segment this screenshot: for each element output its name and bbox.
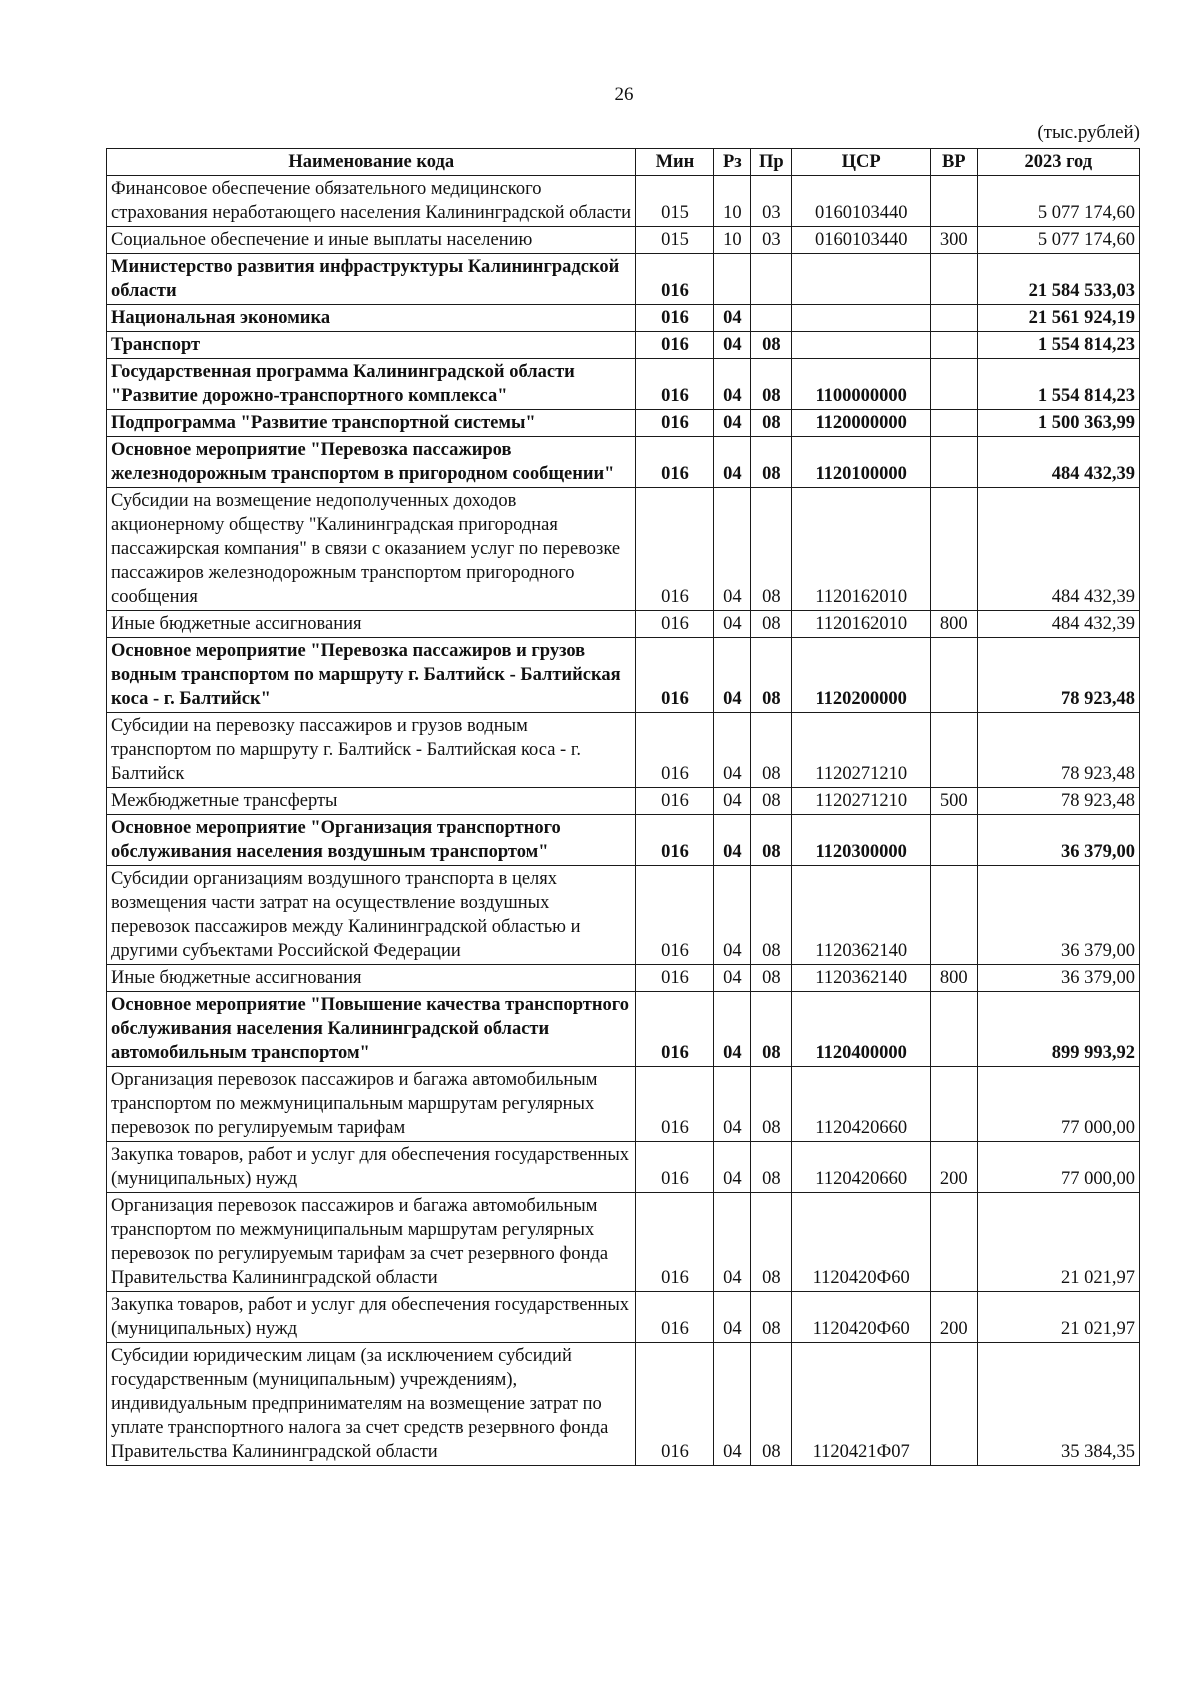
row-vr (930, 638, 977, 713)
row-vr: 200 (930, 1142, 977, 1193)
row-csr: 1120421Ф07 (792, 1343, 931, 1466)
row-name: Организация перевозок пассажиров и багажа автомобильным транспортом по межмуниципальным маршрутам регулярных перевозок по регулируемым тарифам (107, 1067, 636, 1142)
table-row (107, 1292, 1140, 1343)
table-row (107, 332, 1140, 359)
row-min: 016 (636, 332, 714, 359)
row-vr: 800 (930, 965, 977, 992)
row-amount: 21 561 924,19 (977, 305, 1139, 332)
row-pr: 08 (751, 713, 792, 788)
row-vr: 800 (930, 611, 977, 638)
row-pr: 08 (751, 1067, 792, 1142)
row-min: 016 (636, 992, 714, 1067)
row-vr (930, 1067, 977, 1142)
header-name: Наименование кода (107, 149, 636, 176)
row-amount: 484 432,39 (977, 437, 1139, 488)
table-row (107, 638, 1140, 713)
row-pr: 08 (751, 359, 792, 410)
row-rz: 04 (714, 638, 751, 713)
row-pr: 08 (751, 611, 792, 638)
row-amount: 78 923,48 (977, 713, 1139, 788)
row-csr: 1100000000 (792, 359, 931, 410)
row-vr (930, 866, 977, 965)
row-csr: 1120162010 (792, 611, 931, 638)
row-name: Финансовое обеспечение обязательного медицинского страхования неработающего населения Калининградской области (107, 176, 636, 227)
table-row (107, 305, 1140, 332)
row-vr (930, 713, 977, 788)
row-vr: 300 (930, 227, 977, 254)
row-name: Субсидии на возмещение недополученных доходов акционерному обществу "Калининградская пригородная пассажирская компания" в связи с оказанием услуг по перевозке пассажиров железнодорожным транспортом пригородного сообщения (107, 488, 636, 611)
row-rz: 04 (714, 713, 751, 788)
row-amount: 21 584 533,03 (977, 254, 1139, 305)
row-vr (930, 815, 977, 866)
row-amount: 77 000,00 (977, 1142, 1139, 1193)
row-amount: 484 432,39 (977, 611, 1139, 638)
row-pr: 08 (751, 488, 792, 611)
table-row (107, 410, 1140, 437)
row-amount: 5 077 174,60 (977, 176, 1139, 227)
row-vr (930, 176, 977, 227)
header-year: 2023 год (977, 149, 1139, 176)
row-rz: 10 (714, 227, 751, 254)
row-min: 016 (636, 965, 714, 992)
row-rz (714, 254, 751, 305)
row-name: Министерство развития инфраструктуры Калининградской области (107, 254, 636, 305)
row-name: Закупка товаров, работ и услуг для обеспечения государственных (муниципальных) нужд (107, 1142, 636, 1193)
row-min: 016 (636, 1067, 714, 1142)
row-csr (792, 305, 931, 332)
row-vr (930, 254, 977, 305)
row-min: 015 (636, 176, 714, 227)
row-name: Основное мероприятие "Перевозка пассажиров и грузов водным транспортом по маршруту г. Балтийск - Балтийская коса - г. Балтийск" (107, 638, 636, 713)
row-min: 016 (636, 638, 714, 713)
row-min: 016 (636, 437, 714, 488)
table-row (107, 815, 1140, 866)
row-vr: 500 (930, 788, 977, 815)
row-min: 016 (636, 488, 714, 611)
row-amount: 78 923,48 (977, 788, 1139, 815)
row-rz: 04 (714, 437, 751, 488)
header-csr: ЦСР (792, 149, 931, 176)
row-name: Закупка товаров, работ и услуг для обеспечения государственных (муниципальных) нужд (107, 1292, 636, 1343)
row-name: Национальная экономика (107, 305, 636, 332)
row-amount: 35 384,35 (977, 1343, 1139, 1466)
row-name: Иные бюджетные ассигнования (107, 611, 636, 638)
row-csr: 1120162010 (792, 488, 931, 611)
row-rz: 10 (714, 176, 751, 227)
row-pr: 08 (751, 1292, 792, 1343)
table-row (107, 359, 1140, 410)
table-row (107, 176, 1140, 227)
row-name: Иные бюджетные ассигнования (107, 965, 636, 992)
table-row (107, 992, 1140, 1067)
row-name: Организация перевозок пассажиров и багажа автомобильным транспортом по межмуниципальным маршрутам регулярных перевозок по регулируемым тарифам за счет резервного фонда Правительства Калининградской области (107, 1193, 636, 1292)
row-csr: 1120420660 (792, 1067, 931, 1142)
row-min: 016 (636, 359, 714, 410)
row-amount: 21 021,97 (977, 1193, 1139, 1292)
row-vr (930, 488, 977, 611)
row-name: Основное мероприятие "Организация транспортного обслуживания населения воздушным транспортом" (107, 815, 636, 866)
row-rz: 04 (714, 410, 751, 437)
table-header-row (107, 149, 1140, 176)
row-pr: 08 (751, 638, 792, 713)
row-rz: 04 (714, 788, 751, 815)
row-min: 015 (636, 227, 714, 254)
row-pr (751, 305, 792, 332)
row-min: 016 (636, 713, 714, 788)
row-csr: 1120200000 (792, 638, 931, 713)
row-rz: 04 (714, 1067, 751, 1142)
table-row (107, 611, 1140, 638)
row-name: Социальное обеспечение и иные выплаты населению (107, 227, 636, 254)
row-rz: 04 (714, 359, 751, 410)
row-name: Субсидии организациям воздушного транспорта в целях возмещения части затрат на осуществление воздушных перевозок пассажиров между Калининградской областью и другими субъектами Российской Федерации (107, 866, 636, 965)
row-pr: 08 (751, 788, 792, 815)
row-vr (930, 305, 977, 332)
row-amount: 1 554 814,23 (977, 332, 1139, 359)
row-rz: 04 (714, 1292, 751, 1343)
row-rz: 04 (714, 965, 751, 992)
row-amount: 21 021,97 (977, 1292, 1139, 1343)
table-row (107, 254, 1140, 305)
row-amount: 484 432,39 (977, 488, 1139, 611)
row-min: 016 (636, 611, 714, 638)
table-row (107, 1343, 1140, 1466)
row-min: 016 (636, 866, 714, 965)
row-pr: 08 (751, 410, 792, 437)
row-name: Межбюджетные трансферты (107, 788, 636, 815)
row-csr: 1120420Ф60 (792, 1193, 931, 1292)
page-number: 26 (614, 84, 634, 105)
row-rz: 04 (714, 992, 751, 1067)
row-min: 016 (636, 305, 714, 332)
row-csr: 0160103440 (792, 176, 931, 227)
row-csr: 1120000000 (792, 410, 931, 437)
header-pr: Пр (751, 149, 792, 176)
row-csr: 1120420660 (792, 1142, 931, 1193)
row-amount: 1 500 363,99 (977, 410, 1139, 437)
row-min: 016 (636, 1292, 714, 1343)
row-name: Основное мероприятие "Перевозка пассажиров железнодорожным транспортом в пригородном сообщении" (107, 437, 636, 488)
row-amount: 77 000,00 (977, 1067, 1139, 1142)
row-amount: 78 923,48 (977, 638, 1139, 713)
row-csr: 1120271210 (792, 788, 931, 815)
row-pr: 03 (751, 227, 792, 254)
row-csr: 1120300000 (792, 815, 931, 866)
table-row (107, 488, 1140, 611)
row-amount: 899 993,92 (977, 992, 1139, 1067)
row-amount: 5 077 174,60 (977, 227, 1139, 254)
header-min: Мин (636, 149, 714, 176)
row-pr: 08 (751, 866, 792, 965)
row-pr: 08 (751, 965, 792, 992)
row-min: 016 (636, 1343, 714, 1466)
row-name: Основное мероприятие "Повышение качества транспортного обслуживания населения Калининградской области автомобильным транспортом" (107, 992, 636, 1067)
row-rz: 04 (714, 332, 751, 359)
row-amount: 1 554 814,23 (977, 359, 1139, 410)
row-min: 016 (636, 410, 714, 437)
row-vr (930, 437, 977, 488)
row-amount: 36 379,00 (977, 965, 1139, 992)
row-csr: 1120362140 (792, 965, 931, 992)
row-pr: 08 (751, 1142, 792, 1193)
row-rz: 04 (714, 815, 751, 866)
budget-table (106, 148, 1140, 1466)
row-pr: 08 (751, 815, 792, 866)
row-csr: 1120362140 (792, 866, 931, 965)
row-csr: 1120271210 (792, 713, 931, 788)
row-rz: 04 (714, 305, 751, 332)
row-vr: 200 (930, 1292, 977, 1343)
row-csr (792, 332, 931, 359)
row-csr (792, 254, 931, 305)
row-pr: 08 (751, 1193, 792, 1292)
row-name: Государственная программа Калининградской области "Развитие дорожно-транспортного комплекса" (107, 359, 636, 410)
row-vr (930, 1343, 977, 1466)
table-row (107, 866, 1140, 965)
header-rz: Рз (714, 149, 751, 176)
row-csr: 1120420Ф60 (792, 1292, 931, 1343)
row-vr (930, 410, 977, 437)
row-name: Субсидии юридическим лицам (за исключением субсидий государственным (муниципальным) учреждениям), индивидуальным предпринимателям на возмещение затрат по уплате транспортного налога за счет средств резервного фонда Правительства Калининградской области (107, 1343, 636, 1466)
table-row (107, 1193, 1140, 1292)
row-min: 016 (636, 254, 714, 305)
row-vr (930, 332, 977, 359)
table-row (107, 437, 1140, 488)
table-row (107, 965, 1140, 992)
row-rz: 04 (714, 1142, 751, 1193)
row-rz: 04 (714, 488, 751, 611)
table-row (107, 1067, 1140, 1142)
row-pr: 03 (751, 176, 792, 227)
row-csr: 1120400000 (792, 992, 931, 1067)
row-amount: 36 379,00 (977, 866, 1139, 965)
row-min: 016 (636, 815, 714, 866)
row-rz: 04 (714, 866, 751, 965)
row-name: Субсидии на перевозку пассажиров и грузов водным транспортом по маршруту г. Балтийск - Балтийская коса - г. Балтийск (107, 713, 636, 788)
row-vr (930, 359, 977, 410)
row-name: Транспорт (107, 332, 636, 359)
row-vr (930, 1193, 977, 1292)
table-row (107, 227, 1140, 254)
row-min: 016 (636, 1193, 714, 1292)
row-amount: 36 379,00 (977, 815, 1139, 866)
units-label: (тыс.рублей) (1037, 122, 1140, 143)
row-min: 016 (636, 1142, 714, 1193)
row-min: 016 (636, 788, 714, 815)
row-csr: 0160103440 (792, 227, 931, 254)
row-csr: 1120100000 (792, 437, 931, 488)
row-pr: 08 (751, 992, 792, 1067)
table-row (107, 788, 1140, 815)
row-name: Подпрограмма "Развитие транспортной системы" (107, 410, 636, 437)
row-pr: 08 (751, 437, 792, 488)
table-body (107, 176, 1140, 1466)
row-pr: 08 (751, 332, 792, 359)
row-pr: 08 (751, 1343, 792, 1466)
table-row (107, 1142, 1140, 1193)
row-rz: 04 (714, 611, 751, 638)
row-rz: 04 (714, 1343, 751, 1466)
table-row (107, 713, 1140, 788)
row-vr (930, 992, 977, 1067)
header-vr: ВР (930, 149, 977, 176)
row-pr (751, 254, 792, 305)
row-rz: 04 (714, 1193, 751, 1292)
